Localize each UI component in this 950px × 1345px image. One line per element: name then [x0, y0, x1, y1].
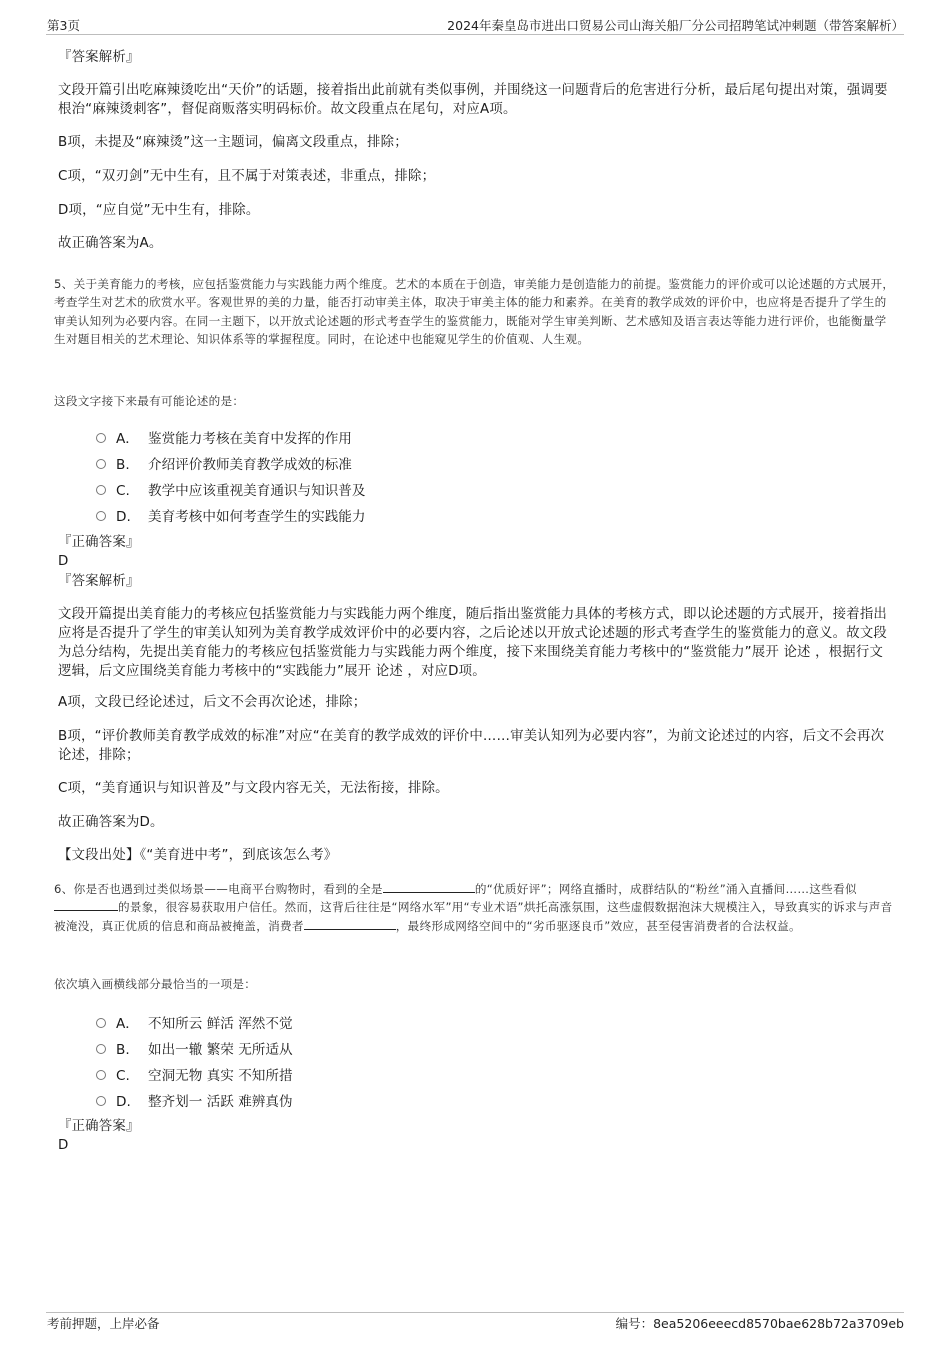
- stem-text: ，最终形成网络空间中的“劣币驱逐良币”效应，甚至侵害消费者的合法权益。: [395, 918, 801, 933]
- answer-value: D: [58, 1138, 69, 1153]
- radio-icon[interactable]: [96, 1018, 106, 1028]
- radio-icon[interactable]: [96, 433, 106, 443]
- analysis-conclusion: 故正确答案为D。: [58, 815, 164, 830]
- analysis-option-d: D项，“应自觉”无中生有，排除。: [58, 203, 260, 218]
- radio-icon[interactable]: [96, 1096, 106, 1106]
- option-label: B.: [116, 1042, 130, 1058]
- document-id: 编号：8ea5206eeecd8570bae628b72a3709eb: [615, 1316, 904, 1331]
- analysis-option-c: C项，“双刃剑”无中生有，且不属于对策表述，非重点，排除；: [58, 169, 436, 184]
- option-label: D.: [116, 1094, 131, 1110]
- q6-option-c[interactable]: [96, 1064, 293, 1084]
- radio-icon[interactable]: [96, 1044, 106, 1054]
- analysis-option-a: A项，文段已经论述过，后文不会再次论述，排除；: [58, 695, 367, 710]
- option-label: C.: [116, 1068, 130, 1084]
- radio-icon[interactable]: [96, 1070, 106, 1080]
- question-5-stem: 5、关于美育能力的考核，应包括鉴赏能力与实践能力两个维度。艺术的本质在于创造，审美能力是创造能力的前提。鉴赏能力的评价或可以论述题的方式展开，考查学生对艺术的欣赏水平。客观世界的美的力量，能否打动审美主体，取决于审美主体的能力和素养。在美育的教学成效的评价中，也应将是否提升了学生的审美认知列为必要内容。在同一主题下，以开放式论述题的形式考查学生的鉴赏能力，既能对学生审美判断、艺术感知及语言表达等能力进行评价，也能衡量学生对题目相关的艺术理论、知识体系等的掌握程度。同时，在论述中也能窥见学生的价值观、人生观。: [54, 277, 895, 347]
- radio-icon[interactable]: [96, 511, 106, 521]
- analysis-label: 『答案解析』: [58, 574, 140, 589]
- q5-option-b[interactable]: [96, 453, 352, 473]
- analysis-paragraph: 文段开篇提出美育能力的考核应包括鉴赏能力与实践能力两个维度，随后指出鉴赏能力具体的考核方式，即以论述题的方式展开，接着指出应将是否提升了学生的审美认知列为美育教学成效评价中的必要内容，之后论述以开放式论述题的形式考查学生的鉴赏能力的意义。故文段为总分结构，先提出美育能力的考核应包括鉴赏能力与实践能力两个维度，接下来围绕美育能力考核中的“鉴赏能力”展开 论述 ，根据行文逻辑，后文应围绕美育能力考核中的“实践能力”展开 论述 ，对应D项。: [58, 607, 888, 679]
- option-text: 整齐划一 活跃 难辨真伪: [148, 1094, 293, 1110]
- option-text: 美育考核中如何考查学生的实践能力: [148, 509, 366, 525]
- analysis-option-c: C项，“美育通识与知识普及”与文段内容无关，无法衔接，排除。: [58, 781, 449, 796]
- question-6-stem: [54, 880, 896, 935]
- document-title: 2024年秦皇岛市进出口贸易公司山海关船厂分公司招聘笔试冲刺题（带答案解析）: [447, 18, 904, 33]
- analysis-paragraph: 文段开篇引出吃麻辣烫吃出“天价”的话题，接着指出此前就有类似事例，并围绕这一问题背后的危害进行分析，最后尾句提出对策，强调要根治“麻辣烫刺客”，督促商贩落实明码标价。故文段重点在尾句，对应A项。: [58, 83, 888, 117]
- option-text: 如出一辙 繁荣 无所适从: [148, 1042, 293, 1058]
- q6-option-a[interactable]: [96, 1012, 293, 1032]
- page-number: 第3页: [47, 18, 80, 33]
- source-citation: 【文段出处】《“美育进中考”，到底该怎么考》: [58, 848, 338, 863]
- analysis-label: 『答案解析』: [58, 50, 140, 65]
- option-text: 空洞无物 真实 不知所措: [148, 1068, 293, 1084]
- option-label: A．: [116, 431, 139, 447]
- footer-divider: [46, 1312, 904, 1313]
- option-label: C.: [116, 483, 130, 499]
- analysis-conclusion: 故正确答案为A。: [58, 236, 163, 251]
- option-label: A．: [116, 1016, 139, 1032]
- fill-blank-3: [304, 917, 396, 930]
- analysis-option-b: B项，未提及“麻辣烫”这一主题词，偏离文段重点，排除；: [58, 135, 408, 150]
- option-text: 不知所云 鲜活 浑然不觉: [148, 1016, 293, 1032]
- question-5-prompt: 这段文字接下来最有可能论述的是：: [54, 394, 245, 408]
- stem-text: 的景象，很容易获取用户信任。然而，这背后往往是“网络水军”用“专业术语”烘托高涨氛围，这些虚假数据泡沫大规模注入，导致真实的诉求与声音被淹没，真正优质的信息和商品被掩盖，消费者: [54, 900, 893, 933]
- fill-blank-2: [54, 898, 118, 911]
- analysis-option-b: B项，“评价教师美育教学成效的标准”对应“在美育的教学成效的评价中……审美认知列为必要内容”，为前文论述过的内容，后文不会再次论述，排除；: [58, 729, 885, 763]
- q5-option-d[interactable]: [96, 505, 366, 525]
- answer-label: 『正确答案』: [58, 535, 140, 550]
- answer-value: D: [58, 554, 69, 569]
- footer-slogan: 考前押题，上岸必备: [47, 1316, 160, 1331]
- q5-option-a[interactable]: [96, 427, 352, 447]
- option-text: 介绍评价教师美育教学成效的标准: [148, 457, 352, 473]
- q6-option-b[interactable]: [96, 1038, 293, 1058]
- q6-option-d[interactable]: [96, 1090, 293, 1110]
- option-label: B.: [116, 457, 130, 473]
- q5-option-c[interactable]: [96, 479, 366, 499]
- question-6-prompt: 依次填入画横线部分最恰当的一项是：: [54, 977, 257, 991]
- header-divider: [46, 34, 904, 35]
- option-label: D.: [116, 509, 131, 525]
- radio-icon[interactable]: [96, 459, 106, 469]
- option-text: 教学中应该重视美育通识与知识普及: [148, 483, 366, 499]
- option-text: 鉴赏能力考核在美育中发挥的作用: [148, 431, 352, 447]
- stem-text: 6、你是否也遇到过类似场景——电商平台购物时，看到的全是: [54, 882, 383, 896]
- stem-text: 的“优质好评”；网络直播时，成群结队的“粉丝”涌入直播间……这些看似: [474, 882, 857, 896]
- fill-blank-1: [383, 880, 475, 893]
- radio-icon[interactable]: [96, 485, 106, 495]
- answer-label: 『正确答案』: [58, 1119, 140, 1134]
